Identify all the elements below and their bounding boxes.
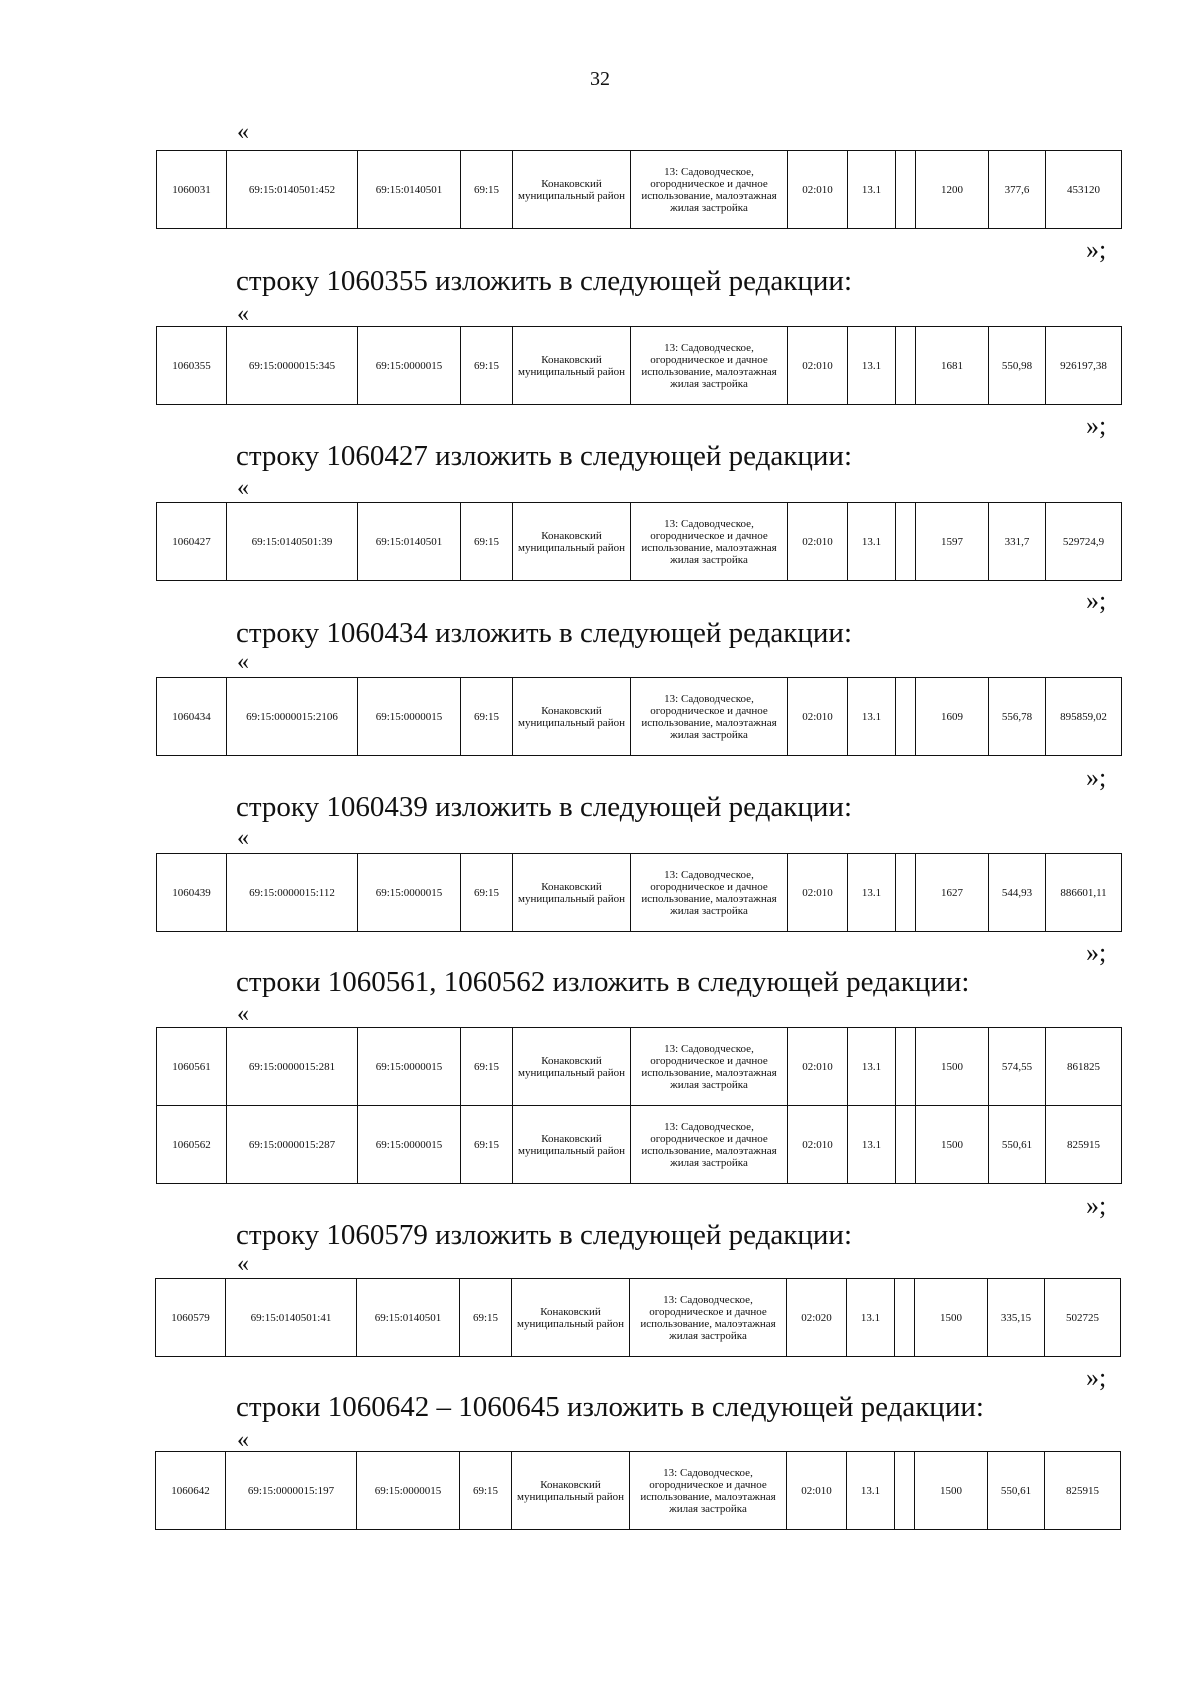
cell-cadastral-number: 69:15:0000015:197 — [226, 1452, 357, 1530]
cell-group: 13.1 — [848, 327, 896, 405]
cell-code: 02:010 — [788, 151, 848, 229]
cell-code: 02:010 — [787, 1452, 847, 1530]
cell-group: 13.1 — [848, 503, 896, 581]
cell-group: 13.1 — [847, 1279, 895, 1357]
cell-raion: Конаковский муниципальный район — [513, 1106, 631, 1184]
cell-cadastral-value: 453120 — [1046, 151, 1122, 229]
cell-area: 1500 — [915, 1279, 988, 1357]
cell-quarter: 69:15:0000015 — [358, 854, 461, 932]
cell-district-code: 69:15 — [460, 1452, 512, 1530]
cell-purpose: 13: Садоводческое, огородническое и дачное использование, малоэтажная жилая застройка — [631, 503, 788, 581]
cell-blank — [896, 678, 916, 756]
cell-group: 13.1 — [848, 678, 896, 756]
close-quote: »; — [1086, 235, 1107, 264]
cell-cadastral-value: 861825 — [1046, 1028, 1122, 1106]
amendment-instruction: строки 1060642 – 1060645 изложить в следующей редакции: — [236, 1391, 984, 1423]
cell-cadastral-number: 69:15:0140501:41 — [226, 1279, 357, 1357]
open-quote: « — [237, 825, 249, 851]
cell-cadastral-number: 69:15:0140501:452 — [227, 151, 358, 229]
cell-area: 1500 — [915, 1452, 988, 1530]
cell-area: 1627 — [916, 854, 989, 932]
cell-code: 02:010 — [788, 1106, 848, 1184]
record-table — [156, 853, 1122, 932]
cell-area: 1609 — [916, 678, 989, 756]
cell-raion: Конаковский муниципальный район — [513, 327, 631, 405]
cell-district-code: 69:15 — [461, 678, 513, 756]
cell-district-code: 69:15 — [461, 151, 513, 229]
close-quote: »; — [1086, 1191, 1107, 1220]
record-table — [155, 1451, 1121, 1530]
cell-group: 13.1 — [848, 1028, 896, 1106]
cell-raion: Конаковский муниципальный район — [513, 1028, 631, 1106]
cell-specific-value: 550,61 — [988, 1452, 1045, 1530]
cell-district-code: 69:15 — [461, 327, 513, 405]
cell-blank — [896, 1106, 916, 1184]
cell-specific-value: 377,6 — [989, 151, 1046, 229]
cell-id: 1060579 — [156, 1279, 226, 1357]
cell-purpose: 13: Садоводческое, огородническое и дачное использование, малоэтажная жилая застройка — [631, 854, 788, 932]
cell-cadastral-number: 69:15:0000015:112 — [227, 854, 358, 932]
cell-purpose: 13: Садоводческое, огородническое и дачное использование, малоэтажная жилая застройка — [631, 151, 788, 229]
cell-quarter: 69:15:0140501 — [358, 151, 461, 229]
cell-id: 1060355 — [157, 327, 227, 405]
cell-cadastral-value: 886601,11 — [1046, 854, 1122, 932]
cell-cadastral-value: 895859,02 — [1046, 678, 1122, 756]
cell-blank — [896, 1028, 916, 1106]
cell-specific-value: 556,78 — [989, 678, 1046, 756]
cell-blank — [895, 1279, 915, 1357]
cell-specific-value: 550,98 — [989, 327, 1046, 405]
cell-cadastral-number: 69:15:0140501:39 — [227, 503, 358, 581]
cell-quarter: 69:15:0000015 — [358, 1028, 461, 1106]
cell-district-code: 69:15 — [461, 1106, 513, 1184]
close-quote: »; — [1086, 586, 1107, 615]
cell-group: 13.1 — [848, 854, 896, 932]
table-row — [157, 327, 1122, 405]
cell-group: 13.1 — [848, 1106, 896, 1184]
record-table — [156, 502, 1122, 581]
cell-id: 1060427 — [157, 503, 227, 581]
cell-area: 1500 — [916, 1106, 989, 1184]
cell-cadastral-number: 69:15:0000015:2106 — [227, 678, 358, 756]
cell-id: 1060642 — [156, 1452, 226, 1530]
record-table — [156, 1027, 1122, 1184]
cell-cadastral-number: 69:15:0000015:281 — [227, 1028, 358, 1106]
cell-raion: Конаковский муниципальный район — [513, 503, 631, 581]
cell-blank — [896, 327, 916, 405]
table-row — [157, 678, 1122, 756]
cell-id: 1060562 — [157, 1106, 227, 1184]
cell-specific-value: 550,61 — [989, 1106, 1046, 1184]
record-table — [156, 677, 1122, 756]
cell-blank — [895, 1452, 915, 1530]
cell-id: 1060434 — [157, 678, 227, 756]
table-row — [157, 151, 1122, 229]
amendment-instruction: строку 1060439 изложить в следующей редакции: — [236, 791, 852, 823]
cell-group: 13.1 — [847, 1452, 895, 1530]
close-quote: »; — [1086, 763, 1107, 792]
cell-area: 1200 — [916, 151, 989, 229]
cell-purpose: 13: Садоводческое, огородническое и дачное использование, малоэтажная жилая застройка — [631, 327, 788, 405]
cell-raion: Конаковский муниципальный район — [513, 678, 631, 756]
amendment-instruction: строку 1060434 изложить в следующей редакции: — [236, 617, 852, 649]
open-quote: « — [237, 1427, 249, 1453]
cell-code: 02:020 — [787, 1279, 847, 1357]
cell-code: 02:010 — [788, 327, 848, 405]
amendment-instruction: строки 1060561, 1060562 изложить в следующей редакции: — [236, 966, 970, 998]
amendment-instruction: строку 1060355 изложить в следующей редакции: — [236, 265, 852, 297]
record-table — [155, 1278, 1121, 1357]
cell-code: 02:010 — [788, 1028, 848, 1106]
amendment-instruction: строку 1060579 изложить в следующей редакции: — [236, 1219, 852, 1251]
open-quote: « — [237, 649, 249, 675]
cell-cadastral-value: 529724,9 — [1046, 503, 1122, 581]
cell-cadastral-number: 69:15:0000015:345 — [227, 327, 358, 405]
table-row — [157, 1028, 1122, 1106]
cell-id: 1060439 — [157, 854, 227, 932]
close-quote: »; — [1086, 1363, 1107, 1392]
cell-district-code: 69:15 — [461, 1028, 513, 1106]
cell-code: 02:010 — [788, 854, 848, 932]
cell-cadastral-number: 69:15:0000015:287 — [227, 1106, 358, 1184]
cell-raion: Конаковский муниципальный район — [513, 151, 631, 229]
table-row — [157, 1106, 1122, 1184]
cell-group: 13.1 — [848, 151, 896, 229]
table-row — [157, 503, 1122, 581]
record-table — [156, 150, 1122, 229]
cell-specific-value: 544,93 — [989, 854, 1046, 932]
open-quote: « — [237, 119, 249, 145]
cell-raion: Конаковский муниципальный район — [512, 1452, 630, 1530]
cell-id: 1060561 — [157, 1028, 227, 1106]
table-row — [156, 1279, 1121, 1357]
cell-quarter: 69:15:0000015 — [358, 1106, 461, 1184]
amendment-instruction: строку 1060427 изложить в следующей редакции: — [236, 440, 852, 472]
cell-cadastral-value: 825915 — [1045, 1452, 1121, 1530]
cell-specific-value: 335,15 — [988, 1279, 1045, 1357]
cell-purpose: 13: Садоводческое, огородническое и дачное использование, малоэтажная жилая застройка — [631, 1106, 788, 1184]
table-row — [157, 854, 1122, 932]
open-quote: « — [237, 1251, 249, 1277]
close-quote: »; — [1086, 938, 1107, 967]
cell-id: 1060031 — [157, 151, 227, 229]
open-quote: « — [237, 475, 249, 501]
cell-purpose: 13: Садоводческое, огородническое и дачное использование, малоэтажная жилая застройка — [630, 1452, 787, 1530]
cell-cadastral-value: 825915 — [1046, 1106, 1122, 1184]
cell-quarter: 69:15:0140501 — [358, 503, 461, 581]
cell-blank — [896, 503, 916, 581]
cell-purpose: 13: Садоводческое, огородническое и дачное использование, малоэтажная жилая застройка — [631, 678, 788, 756]
cell-quarter: 69:15:0000015 — [358, 327, 461, 405]
cell-specific-value: 574,55 — [989, 1028, 1046, 1106]
cell-area: 1681 — [916, 327, 989, 405]
cell-purpose: 13: Садоводческое, огородническое и дачное использование, малоэтажная жилая застройка — [630, 1279, 787, 1357]
cell-district-code: 69:15 — [461, 854, 513, 932]
cell-cadastral-value: 926197,38 — [1046, 327, 1122, 405]
cell-quarter: 69:15:0000015 — [357, 1452, 460, 1530]
cell-purpose: 13: Садоводческое, огородническое и дачное использование, малоэтажная жилая застройка — [631, 1028, 788, 1106]
cell-district-code: 69:15 — [461, 503, 513, 581]
record-table — [156, 326, 1122, 405]
open-quote: « — [237, 301, 249, 327]
open-quote: « — [237, 1001, 249, 1027]
cell-blank — [896, 151, 916, 229]
cell-area: 1500 — [916, 1028, 989, 1106]
cell-specific-value: 331,7 — [989, 503, 1046, 581]
cell-quarter: 69:15:0140501 — [357, 1279, 460, 1357]
cell-raion: Конаковский муниципальный район — [512, 1279, 630, 1357]
cell-blank — [896, 854, 916, 932]
cell-code: 02:010 — [788, 503, 848, 581]
cell-quarter: 69:15:0000015 — [358, 678, 461, 756]
cell-area: 1597 — [916, 503, 989, 581]
close-quote: »; — [1086, 411, 1107, 440]
table-row — [156, 1452, 1121, 1530]
cell-code: 02:010 — [788, 678, 848, 756]
cell-raion: Конаковский муниципальный район — [513, 854, 631, 932]
cell-cadastral-value: 502725 — [1045, 1279, 1121, 1357]
cell-district-code: 69:15 — [460, 1279, 512, 1357]
page-number: 32 — [590, 68, 610, 90]
